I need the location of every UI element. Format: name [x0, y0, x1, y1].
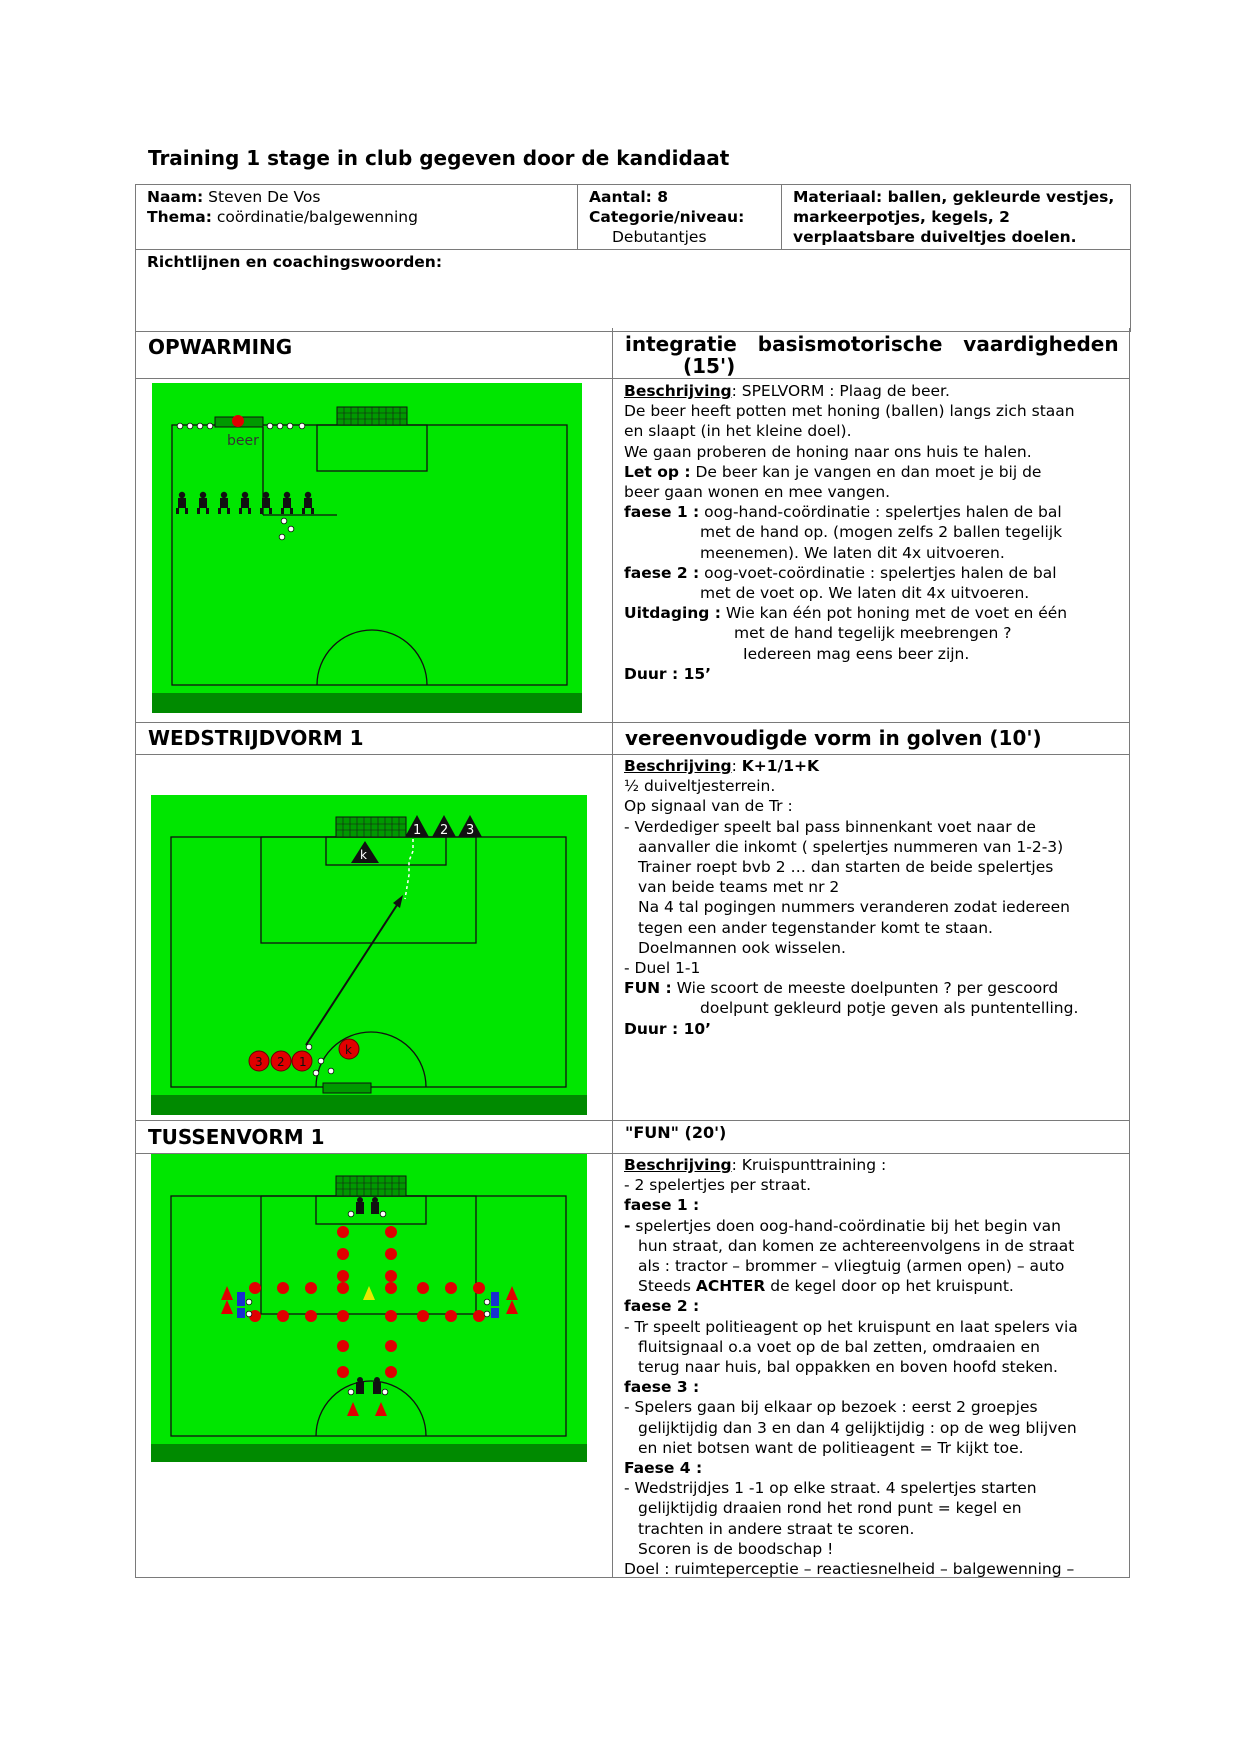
line-text: Iedereen mag eens beer zijn. — [743, 644, 970, 663]
line-text: faese 2 : — [624, 563, 700, 582]
description-line — [624, 1377, 1078, 1397]
description-line — [624, 897, 1078, 917]
description-line — [624, 1337, 1078, 1357]
line-text: faese 3 : — [624, 1378, 700, 1397]
page-title: Training 1 stage in club gegeven door de kandidaat — [148, 146, 730, 170]
wedstrijdvorm-description — [624, 756, 1078, 1039]
line-text: hun straat, dan komen ze achtereenvolgens in de straat — [638, 1236, 1075, 1255]
description-line — [624, 1498, 1078, 1518]
description-line — [624, 421, 1075, 441]
description-line — [624, 1256, 1078, 1276]
description-line — [624, 998, 1078, 1018]
description-line — [624, 918, 1078, 938]
line-text: - Spelers gaan bij elkaar op bezoek : eerst 2 groepjes — [624, 1398, 1038, 1417]
line-text: faese 1 : — [624, 503, 700, 522]
line-text: oog-voet-coördinatie : spelertjes halen de bal — [699, 563, 1057, 582]
description-line — [624, 583, 1075, 603]
line-text: De beer kan je vangen en dan moet je bij de — [690, 462, 1042, 481]
pitch-grass — [152, 383, 582, 693]
description-line — [624, 776, 1078, 796]
wedstrijdvorm-subtitle-cell — [612, 722, 1130, 755]
description-line — [624, 543, 1075, 563]
line-text: beer gaan wonen en mee vangen. — [624, 483, 891, 502]
tussenvorm-description-cell — [612, 1153, 1130, 1578]
opwarming-pitch-diagram — [152, 383, 582, 719]
line-text: - Tr speelt politieagent op het kruispunt en laat spelers via — [624, 1317, 1078, 1336]
description-line — [624, 563, 1075, 583]
svg-text:2: 2 — [277, 1055, 285, 1069]
line-text: faese 2 : — [624, 1297, 700, 1316]
line-text: Op signaal van de Tr : — [624, 797, 793, 816]
svg-text:1: 1 — [299, 1055, 307, 1069]
wedstrijdvorm-title-cell — [135, 722, 613, 755]
categorie-label: Categorie/niveau: — [589, 208, 745, 226]
small-goal — [323, 1083, 371, 1093]
svg-text:2: 2 — [440, 823, 449, 838]
description-line — [624, 442, 1075, 462]
tussenvorm-title-cell — [135, 1120, 613, 1154]
description-line — [624, 1559, 1078, 1579]
line-text: meenemen). We laten dit 4x uitvoeren. — [700, 543, 1005, 562]
description-line — [624, 522, 1075, 542]
description-line — [624, 1216, 1078, 1236]
naam-label: Naam: — [147, 188, 204, 206]
line-text: Duur : 10’ — [624, 1019, 712, 1038]
line-text: de kegel door op het kruispunt. — [765, 1277, 1014, 1296]
description-line — [624, 1019, 1078, 1039]
description-line — [624, 1438, 1078, 1458]
description-line — [624, 1397, 1078, 1417]
bear-player — [232, 415, 244, 427]
svg-text:k: k — [360, 848, 367, 862]
line-text: Scoren is de boodschap ! — [638, 1539, 834, 1558]
description-line — [624, 1296, 1078, 1316]
line-text: - Duel 1-1 — [624, 959, 701, 978]
description-line — [624, 1236, 1078, 1256]
line-text: Beschrijving — [624, 382, 732, 400]
line-text: fluitsignaal o.a voet op de bal zetten, omdraaien en — [638, 1337, 1040, 1356]
description-line — [624, 1175, 1078, 1195]
tussenvorm-description — [624, 1155, 1078, 1579]
line-text: - 2 spelertjes per straat. — [624, 1176, 812, 1195]
naam-value: Steven De Vos — [203, 188, 321, 206]
opwarming-diagram-cell — [135, 378, 613, 723]
line-text: trachten in andere straat te scoren. — [638, 1519, 915, 1538]
line-text: van beide teams met nr 2 — [638, 878, 840, 897]
line-text: - Wedstrijdjes 1 -1 op elke straat. 4 spelertjes starten — [624, 1479, 1037, 1498]
naam-thema-cell — [136, 185, 578, 250]
description-line — [624, 644, 1075, 664]
section-name-tussenvorm: TUSSENVORM 1 — [148, 1125, 325, 1149]
wedstrijdvorm-diagram-cell — [135, 754, 613, 1121]
description-line — [624, 1317, 1078, 1337]
materiaal-cell: Materiaal: ballen, gekleurde vestjes, markeerpotjes, kegels, 2 verplaatsbare duiveltjes doelen. — [782, 185, 1131, 250]
description-line — [624, 1195, 1078, 1215]
richtlijnen-label: Richtlijnen en coachingswoorden: — [136, 250, 1131, 332]
richtlijnen-row — [136, 250, 1131, 332]
description-line — [624, 482, 1075, 502]
description-line — [624, 401, 1075, 421]
line-text: gelijktijdig draaien rond het rond punt = kegel en — [638, 1499, 1022, 1518]
line-text: Beschrijving — [624, 1156, 732, 1174]
svg-text:k: k — [345, 1043, 352, 1057]
description-line — [624, 938, 1078, 958]
line-text: en niet botsen want de politieagent = Tr kijkt toe. — [638, 1438, 1024, 1457]
line-text: en slaapt (in het kleine doel). — [624, 422, 852, 441]
line-text: FUN : — [624, 979, 672, 998]
line-text: De beer heeft potten met honing (ballen) langs zich staan — [624, 402, 1075, 421]
section-name-wedstrijdvorm: WEDSTRIJDVORM 1 — [148, 726, 364, 750]
bear-label: beer — [227, 433, 259, 449]
description-line — [624, 1539, 1078, 1559]
aantal-label: Aantal: 8 — [589, 188, 669, 206]
line-text: K+1/1+K — [741, 757, 819, 775]
line-text: Na 4 tal pogingen nummers veranderen zodat iedereen — [638, 898, 1070, 917]
svg-text:3: 3 — [255, 1055, 263, 1069]
description-line — [624, 664, 1075, 684]
opwarming-description-cell — [612, 378, 1130, 723]
training-table — [135, 184, 1131, 332]
opwarming-title-cell — [135, 328, 613, 379]
description-line — [624, 1357, 1078, 1377]
description-line — [624, 857, 1078, 877]
line-text: terug naar huis, bal oppakken en boven hoofd steken. — [638, 1358, 1058, 1377]
description-line — [624, 796, 1078, 816]
line-text: Uitdaging : — [624, 604, 721, 623]
description-line — [624, 1276, 1078, 1296]
line-text: Steeds — [638, 1277, 696, 1296]
aantal-cell — [578, 185, 782, 250]
line-text: spelertjes doen oog-hand-coördinatie bij het begin van — [630, 1216, 1061, 1235]
description-line — [624, 877, 1078, 897]
description-line — [624, 1155, 1078, 1175]
description-line — [624, 1519, 1078, 1539]
section-subtitle-wedstrijdvorm: vereenvoudigde vorm in golven (10') — [625, 726, 1042, 750]
line-text: - — [624, 1216, 631, 1235]
description-line — [624, 1458, 1078, 1478]
line-text: : — [731, 757, 742, 775]
categorie-value: Debutantjes — [612, 228, 707, 246]
line-text: : Kruispunttraining : — [731, 1156, 887, 1174]
description-line — [624, 502, 1075, 522]
description-line — [624, 958, 1078, 978]
svg-text:1: 1 — [413, 823, 422, 838]
line-text: faese 1 : — [624, 1196, 700, 1215]
tussenvorm-pitch-diagram — [151, 1154, 587, 1464]
line-text: Let op : — [624, 462, 691, 481]
description-line — [624, 603, 1075, 623]
description-line — [624, 462, 1075, 482]
tussenvorm-subtitle-cell — [612, 1120, 1130, 1154]
description-line — [624, 837, 1078, 857]
opwarming-subtitle-cell — [612, 328, 1130, 379]
section-name-opwarming: OPWARMING — [148, 335, 293, 359]
section-duration-opwarming: (15') — [683, 354, 736, 378]
line-text: Beschrijving — [624, 757, 732, 775]
line-text: aanvaller die inkomt ( spelertjes nummeren van 1-2-3) — [638, 837, 1064, 856]
description-line — [624, 1418, 1078, 1438]
section-subtitle-opwarming: integratie basismotorische vaardigheden — [625, 332, 1119, 356]
line-text: oog-hand-coördinatie : spelertjes halen de bal — [699, 503, 1062, 522]
line-text: Trainer roept bvb 2 … dan starten de beide spelertjes — [638, 858, 1054, 877]
description-line — [624, 978, 1078, 998]
line-text: ½ duiveltjesterrein. — [624, 777, 776, 796]
line-text: Duur : 15’ — [624, 664, 712, 683]
line-text: ACHTER — [695, 1277, 766, 1296]
line-text: met de hand op. (mogen zelfs 2 ballen tegelijk — [700, 523, 1063, 542]
line-text: We gaan proberen de honing naar ons huis te halen. — [624, 442, 1032, 461]
line-text: tegen een ander tegenstander komt te staan. — [638, 918, 993, 937]
description-line — [624, 1478, 1078, 1498]
description-line — [624, 623, 1075, 643]
wedstrijdvorm-description-cell — [612, 754, 1130, 1121]
opwarming-description — [624, 381, 1075, 684]
line-text: doelpunt gekleurd potje geven als puntentelling. — [700, 999, 1079, 1018]
line-text: Doel : ruimteperceptie – reactiesnelheid – balgewenning – — [624, 1560, 1075, 1579]
line-text: als : tractor – brommer – vliegtuig (armen open) – auto — [638, 1257, 1065, 1276]
thema-label: Thema: — [147, 208, 212, 226]
description-line — [624, 817, 1078, 837]
line-text: Wie scoort de meeste doelpunten ? per gescoord — [671, 979, 1059, 998]
line-text: - Verdediger speelt bal pass binnenkant voet naar de — [624, 817, 1036, 836]
description-line — [624, 756, 1078, 776]
pitch-edge — [152, 693, 582, 713]
wedstrijdvorm-pitch-diagram — [151, 795, 587, 1125]
thema-value: coördinatie/balgewenning — [211, 208, 418, 226]
description-line — [624, 381, 1075, 401]
section-subtitle-tussenvorm: "FUN" (20') — [625, 1123, 727, 1142]
tussenvorm-diagram-cell — [135, 1153, 613, 1578]
line-text: : SPELVORM : Plaag de beer. — [731, 382, 950, 400]
line-text: met de hand tegelijk meebrengen ? — [734, 624, 1012, 643]
svg-text:3: 3 — [466, 823, 475, 838]
line-text: gelijktijdig dan 3 en dan 4 gelijktijdig : op de weg blijven — [638, 1418, 1077, 1437]
line-text: met de voet op. We laten dit 4x uitvoeren. — [700, 584, 1030, 603]
header-row — [136, 185, 1131, 250]
line-text: Doelmannen ook wisselen. — [638, 938, 846, 957]
line-text: Faese 4 : — [624, 1459, 703, 1478]
line-text: Wie kan één pot honing met de voet en één — [721, 604, 1068, 623]
